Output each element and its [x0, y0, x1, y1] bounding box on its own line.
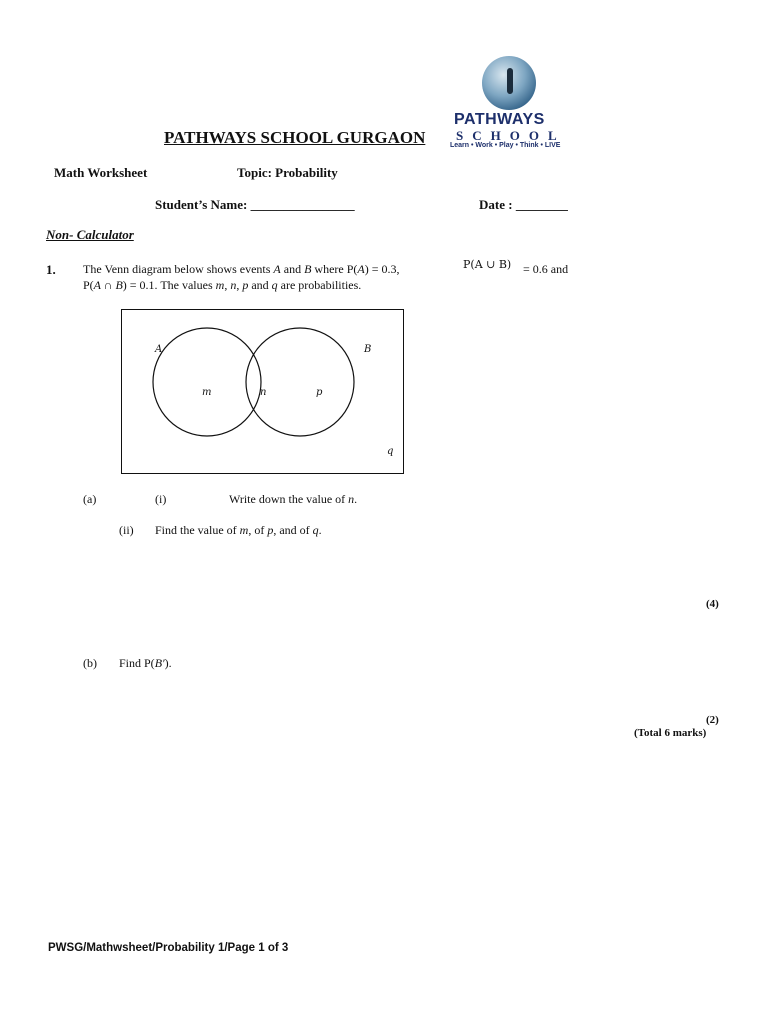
part-a-ii-label: (ii): [119, 523, 134, 537]
part-b-marks: (2): [706, 714, 719, 726]
part-a-marks: (4): [706, 598, 719, 610]
var-b: B: [304, 262, 312, 276]
var-n: n: [348, 492, 355, 506]
part-a-ii-text: Find the value of m, of p, and of q.: [155, 523, 322, 537]
var-m: m: [239, 523, 249, 537]
topic-label: Topic: Probability: [237, 165, 338, 180]
school-title: PATHWAYS SCHOOL GURGAON: [164, 128, 426, 147]
var-n: n: [230, 278, 237, 292]
q-text: and: [251, 278, 269, 292]
circle-a: [153, 328, 261, 436]
q-text: , of: [248, 523, 265, 537]
part-a-i-label: (i): [155, 492, 167, 506]
q-text: ).: [164, 656, 172, 670]
logo-tagline: Learn • Work • Play • Think • LIVE: [450, 142, 561, 149]
q-text: , and of: [273, 523, 310, 537]
part-b-label: (b): [83, 656, 97, 670]
var-m: m: [215, 278, 225, 292]
var-p: p: [267, 523, 274, 537]
q-text: ,: [224, 278, 228, 292]
label-n: n: [260, 387, 267, 398]
school-logo: [448, 56, 570, 148]
page-footer: PWSG/Mathwsheet/Probability 1/Page 1 of 3: [48, 942, 289, 954]
label-p: p: [316, 387, 323, 398]
question-line-1: [83, 262, 400, 277]
q-text: and: [283, 262, 302, 276]
q-text: Find P(: [119, 656, 155, 670]
var-a: A: [357, 262, 365, 276]
date-field: Date : ________: [479, 197, 568, 212]
student-name-field: Student’s Name: ________________: [155, 197, 355, 212]
var-a: A: [273, 262, 281, 276]
q-text: The Venn diagram below shows events: [83, 262, 271, 276]
union-value: = 0.6 and: [523, 262, 569, 276]
q-text: are probabilities.: [280, 278, 362, 292]
label-m: m: [202, 387, 212, 398]
q-text: ) = 0.3,: [364, 262, 400, 276]
question-number: 1.: [46, 262, 56, 277]
logo-globe-icon: [482, 56, 536, 110]
section-heading: Non- Calculator: [46, 227, 134, 242]
var-b-complement: B′: [154, 656, 165, 670]
q-text: ) = 0.1. The values: [122, 278, 213, 292]
union-expression: P(A ∪ B): [463, 258, 512, 271]
part-a-i-text: Write down the value of n.: [229, 492, 358, 506]
label-a: A: [155, 344, 163, 355]
q-text: Find the value of: [155, 523, 237, 537]
q-text: Write down the value of: [229, 492, 346, 506]
logo-subtitle: SCHOOL: [456, 128, 566, 143]
var-q: q: [312, 523, 319, 537]
part-b-text: [119, 656, 172, 671]
circle-b: [246, 328, 354, 436]
q-text: ,: [236, 278, 240, 292]
label-b: B: [364, 344, 372, 355]
worksheet-label: Math Worksheet: [54, 165, 148, 180]
label-q: q: [387, 446, 394, 457]
logo-wordmark: PATHWAYS: [454, 111, 545, 128]
part-a-label: (a): [83, 492, 97, 506]
question-line-2: [83, 278, 361, 293]
venn-svg: [122, 310, 405, 475]
var-p: p: [242, 278, 249, 292]
var-q: q: [271, 278, 278, 292]
q-text: where P(: [314, 262, 358, 276]
total-marks: (Total 6 marks): [634, 727, 707, 739]
q-text: P(: [83, 278, 94, 292]
logo-figure-icon: [507, 68, 513, 94]
venn-diagram: [121, 309, 404, 474]
intersection-expr: A ∩ B: [93, 278, 123, 292]
